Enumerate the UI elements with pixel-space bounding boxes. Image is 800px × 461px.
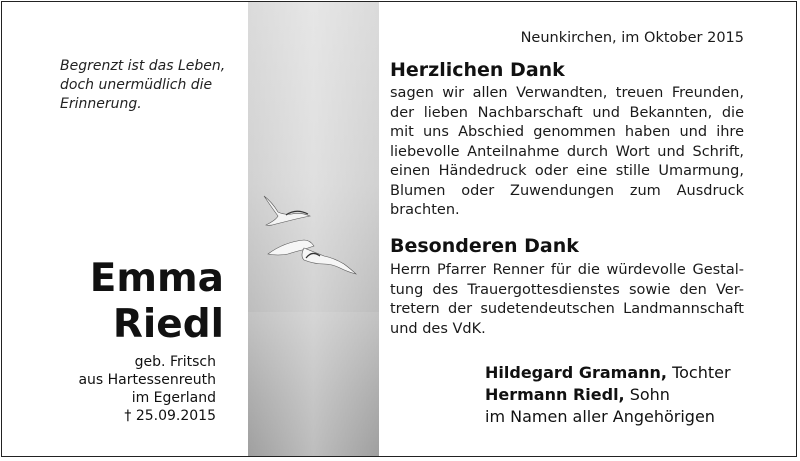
text-line: tung des Trauergottesdienstes sowie den Ver- xyxy=(390,281,744,298)
text-line: brachten. xyxy=(390,202,460,218)
text-line: der lieben Nachbarschaft und Bekannten, die xyxy=(390,104,744,121)
place-date: Neunkirchen, im Oktober 2015 xyxy=(520,30,744,46)
text-line: Blumen oder Zuwendungen zum Ausdruck xyxy=(390,182,744,199)
section-special-thanks-text xyxy=(390,261,744,339)
deceased-details xyxy=(2,353,216,425)
seagull-icons xyxy=(248,2,379,457)
text-line: mit uns Abschied genommen haben und ihre xyxy=(390,124,744,140)
seagull-icon xyxy=(268,240,356,274)
obituary-card xyxy=(1,1,797,457)
section-heading-special-thanks: Besonderen Dank xyxy=(390,235,579,257)
region: im Egerland xyxy=(131,390,216,406)
signer-relation: Sohn xyxy=(629,385,670,404)
death-date: † 25.09.2015 xyxy=(124,408,216,424)
quote-line: Begrenzt ist das Leben, xyxy=(60,58,226,74)
signature-closing: im Namen aller Angehörigen xyxy=(485,407,715,426)
birth-name: geb. Fritsch xyxy=(134,354,216,370)
signer-name: Hermann Riedl, xyxy=(485,385,625,404)
right-column xyxy=(390,2,748,456)
text-line: einen Händedruck oder eine stille Umarmung, xyxy=(390,163,744,179)
seagull-icon xyxy=(264,196,310,225)
text-line: tretern der sudetendeutschen Landmannschaft xyxy=(390,301,744,317)
first-name: Emma xyxy=(89,256,224,301)
signer-relation: Tochter xyxy=(672,363,731,382)
text-line: sagen wir allen Verwandten, treuen Freunden, xyxy=(390,85,744,101)
signature-line xyxy=(485,362,745,383)
signer-name: Hildegard Gramann, xyxy=(485,363,667,382)
text-line: liebevolle Anteilnahme durch Wort und Schrift, xyxy=(390,143,744,160)
last-name: Riedl xyxy=(112,302,224,347)
text-line: und des VdK. xyxy=(390,320,486,337)
quote-line: Erinnerung. xyxy=(60,96,142,112)
quote-line: doch unermüdlich die xyxy=(60,77,213,93)
text-line: Herrn Pfarrer Renner für die würdevolle Gestal- xyxy=(390,262,744,278)
origin: aus Hartessenreuth xyxy=(78,372,216,388)
section-heading-thanks: Herzlichen Dank xyxy=(390,59,565,81)
deceased-name xyxy=(2,256,224,348)
left-column xyxy=(2,2,248,456)
section-thanks-text xyxy=(390,84,744,221)
signature-line xyxy=(485,384,745,405)
memorial-quote xyxy=(60,57,240,114)
seagulls-over-sea-image xyxy=(248,2,379,456)
